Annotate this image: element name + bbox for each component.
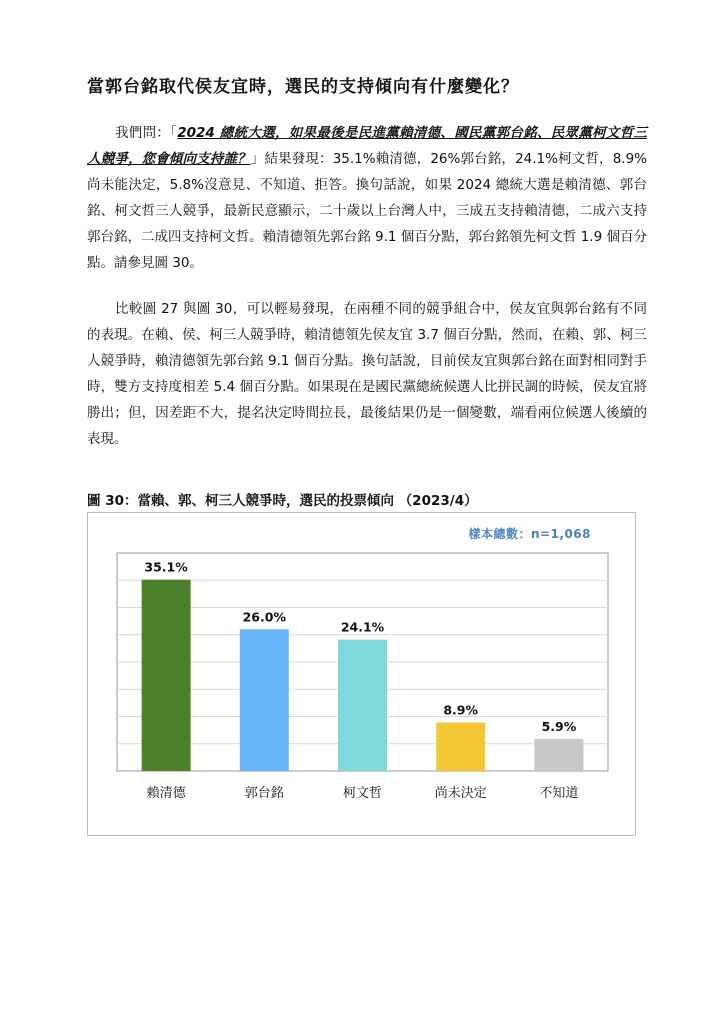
bar-chart: [88, 513, 635, 835]
bar: [436, 722, 485, 771]
bar: [240, 629, 289, 771]
value-label: 35.1%: [144, 559, 188, 575]
page-heading: 當郭台銘取代侯友宜時，選民的支持傾向有什麼變化？: [87, 77, 519, 97]
paragraph-1-lead: 我們問：「: [115, 125, 178, 141]
bar: [142, 580, 191, 771]
value-label: 24.1%: [340, 619, 385, 635]
paragraph-2: 比較圖 27 與圖 30，可以輕易發現，在兩種不同的競爭組合中，侯友宜與郭台銘有不同的表現。在賴、侯、柯三人競爭時，賴清德領先侯友宜 3.7 個百分點，然而，在賴、郭、柯三人競爭時，賴清德領先郭台銘 9.1 個百分點。換句話說，目前侯友宜與郭台銘在面對相同對手時，雙方支持度相差 5.4 個百分點。如果現在是國民黨總統候選人比拼民調的時候，侯友宜將勝出；但，因差距不大，提名決定時間拉長，最後結果仍是一個變數，端看兩位候選人後續的表現。: [87, 301, 647, 447]
paragraph-1: [87, 120, 647, 276]
bar: [534, 739, 583, 771]
category-label: 賴清德: [146, 786, 186, 801]
survey-question: 2024 總統大選，如果最後是民進黨賴清德、國民黨郭台銘、民眾黨柯文哲三人競爭，您會傾向支持誰？: [87, 125, 648, 167]
sample-size-note: 樣本總數：n=1,068: [468, 527, 591, 541]
category-label: 尚未決定: [434, 786, 487, 801]
value-label: 26.0%: [242, 609, 286, 625]
value-label: 5.9%: [541, 718, 577, 734]
paragraph-1-body: 」結果發現：35.1%賴清德，26%郭台銘，24.1%柯文哲，8.9%尚未能決定，5.8%沒意見、不知道、拒答。換句話說，如果 2024 總統大選是賴清德、郭台銘、柯文哲三人競爭，最新民意顯示，二十歲以上台灣人中，三成五支持賴清德，二成六支持郭台銘，二成四支持柯文哲。賴清德領先郭台銘 9.1 個百分點，郭台銘領先柯文哲 1.9 個百分點。請參見圖 30。: [87, 151, 648, 271]
category-label: 柯文哲: [342, 786, 383, 801]
category-label: 郭台銘: [244, 786, 284, 801]
bar: [338, 640, 387, 771]
category-label: 不知道: [539, 786, 579, 801]
chart-container: [87, 512, 636, 836]
figure-caption: 圖 30：當賴、郭、柯三人競爭時，選民的投票傾向 （2023/4）: [87, 493, 478, 509]
value-label: 8.9%: [443, 702, 479, 718]
